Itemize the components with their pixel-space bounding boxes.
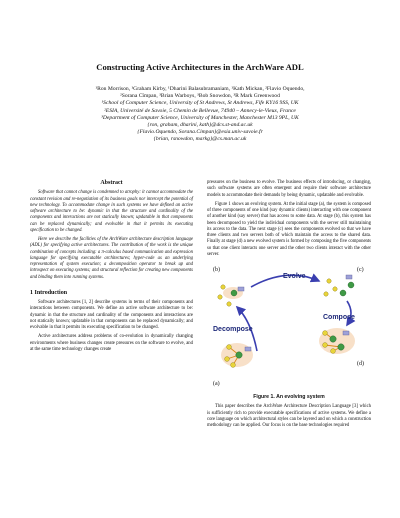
- body-paragraph-2: Figure 1 shows an evolving system. At the initial stage (a), the system is composed of three components of one kind (say dynamic clients) interacting with one component of another kind (say server) that has access to some data. At stage (b), this system has been decomposed to yield the individual components with the server still maintaining its access to the data. The next stage (c) sees the components evolved so that we have three clients and two servers both of which maintain the access to the shared data. Finally at stage (d) a new evolved system is formed by composing the five components so that one client interacts one server and the other two clients interact with the other server.: [207, 201, 371, 257]
- compose-arrow: [347, 301, 351, 325]
- figure-caption: Figure 1. An evolving system: [253, 394, 325, 400]
- author-line-1: ¹Ron Morrison, ¹Graham Kirby, ¹Dharini Balasubramaniam, ¹Kath Mickan, ²Flavio Oquendo,: [95, 86, 305, 92]
- author-line-2: ²Sorana Cîmpan, ³Brian Warboys, ³Bob Snowdon, ³R Mark Greenwood: [120, 93, 280, 100]
- section-heading-introduction: 1 Introduction: [30, 289, 68, 296]
- email-savoie: {Flavio.Oquendo, Sorana.Cimpan}@esia.univ-savoie.fr: [137, 129, 263, 136]
- intro-paragraph-1: Software architectures [1, 2] describe systems in terms of their components and interactions between components. We define an active software architecture to be: dynamic in that the structure and cardinality of the components and interactions are not statically known; updatable in that components can be replaced dynamically; and evolvable in that it permits its executing specification to be changed.: [30, 300, 193, 330]
- paper-title: Constructing Active Architectures in the ArchWare ADL: [96, 62, 304, 72]
- stage-label-a: (a): [213, 381, 220, 387]
- client-node: [324, 292, 328, 296]
- body-paragraph-3: This paper describes the ArchWare Architecture Description Language [3] which is sufficiently rich to provide executable specifications of active systems. We define a core language on which architectural styles can be layered and on which a construction methodology can be applied. Our focus is on the base technologies required: [207, 404, 371, 428]
- server-node: [236, 352, 242, 358]
- stage-a-group: [221, 343, 253, 367]
- client-node: [227, 302, 231, 306]
- email-st-andrews: {ron, graham, dharini, kath}@dcs.st-and.ac.uk: [147, 122, 253, 129]
- stage-d-group: [319, 328, 355, 354]
- client-node: [227, 345, 232, 350]
- data-node: [245, 347, 251, 351]
- affiliation-savoie: ²ESIA, Université de Savoie, 5 Chemin de Bellevue, 74940 – Annecy-le-Vieux, France: [104, 107, 296, 114]
- author-block: [20, 86, 380, 144]
- server-node: [338, 344, 344, 350]
- client-node: [221, 285, 225, 289]
- abstract-paragraph-2: Here we describe the facilities of the ArchWare architecture description language (ADL) for specifying active architectures. The contribution of the work is the unique combination of concepts including: a π-calculus based communication and expression language for specifying executable architectures; hyper-code as an underlying representation of system execution; a decomposition operator to break up and introspect on executing systems; and structural reflection for creating new components and binding them into running systems.: [30, 237, 193, 280]
- compose-label: Compose: [323, 314, 355, 321]
- stage-label-d: (d): [357, 361, 364, 367]
- figure-evolving-system: [207, 261, 371, 391]
- abstract-heading: Abstract: [100, 180, 123, 186]
- server-node: [330, 336, 336, 342]
- data-node: [238, 287, 244, 291]
- figure-diagram: [207, 261, 371, 391]
- server-node: [340, 290, 346, 296]
- affiliation-manchester: ³Department of Computer Science, University of Manchester, Manchester M13 9PL, UK: [101, 114, 299, 121]
- server-node: [231, 290, 237, 296]
- left-column: [30, 180, 193, 356]
- data-node: [346, 275, 352, 279]
- intro-paragraph-2: Active architectures address problems of co-evolution in dynamically changing environments where business changes create pressures on the software to evolve, and at the same time technology changes create: [30, 334, 193, 352]
- stage-b-group: [218, 285, 244, 306]
- stage-label-c: (c): [357, 267, 364, 273]
- affiliation-st-andrews: ¹School of Computer Science, University of St Andrews, St Andrews, Fife KY16 9SS, UK: [101, 100, 299, 107]
- email-manchester: {brian, rsnowdon, markg}@cs.man.ac.uk: [153, 136, 247, 143]
- client-node: [225, 357, 230, 362]
- body-paragraph-1: pressures on the business to evolve. The business effects of introducing, or changing, such software systems are often emergent and require their software architecture models to accommodate their demands by being dynamic, updatable and evolvable.: [207, 180, 371, 198]
- client-node: [331, 349, 336, 354]
- decompose-label: Decompose: [213, 326, 253, 333]
- data-node: [343, 331, 349, 335]
- client-node: [327, 279, 331, 283]
- client-node: [323, 331, 328, 336]
- client-node: [218, 295, 222, 299]
- server-node: [348, 282, 354, 288]
- right-column: [207, 180, 371, 432]
- evolve-label: Evolve: [283, 273, 306, 280]
- stage-c-group: [324, 275, 354, 296]
- client-node: [323, 343, 328, 348]
- client-node: [231, 363, 236, 368]
- client-node: [333, 287, 337, 291]
- stage-label-b: (b): [213, 267, 220, 273]
- abstract-paragraph-1: Software that cannot change is condemned to atrophy: it cannot accommodate the constant revision and re-negotiation of its business goals nor intercept the potential of new technology. To accommodate change in such systems we have defined an active software architecture to be: dynamic in that the structure and cardinality of the components and interactions are not statically known; updatable in that components can be replaced dynamically; and evolvable in that it permits its executing specification to be changed.: [30, 190, 193, 233]
